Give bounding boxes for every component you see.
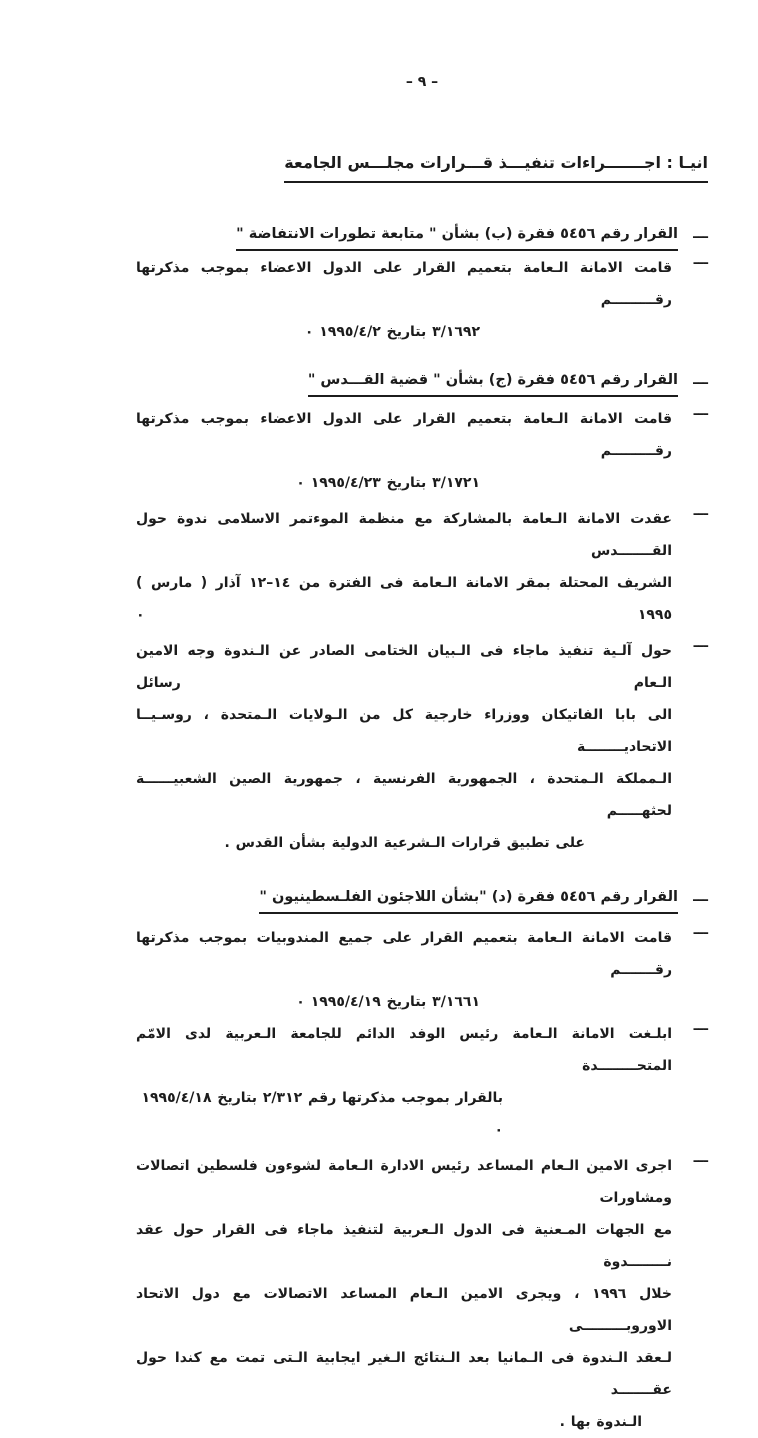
- page-number: – ٩ –: [405, 74, 439, 90]
- section-heading-b: [136, 224, 708, 244]
- paragraph-line: خلال ١٩٩٦ ، ويجرى الامين الـعام المساعد الاتصالات مع دول الاتحاد الاوروبـــــــــى: [136, 1286, 672, 1334]
- bullet-dash: ـــ: [693, 1150, 708, 1166]
- bullet-paragraph: [136, 1018, 708, 1146]
- paragraph-line: اجرى الامين الـعام المساعد رئيس الادارة الـعامة لشوءون فلسطين اتصالات ومشاورات: [136, 1158, 672, 1206]
- paragraph-line-reference: ٣/١٦٦١ بتاريخ ١٩٩٥/٤/١٩ ٠: [296, 994, 480, 1010]
- bullet-dash: ـــ: [693, 635, 708, 651]
- paragraph-line: مع الجهات المـعنية فى الدول الـعربية لتنفيذ ماجاء فى القرار حول عقد نــــــــدوة: [136, 1222, 672, 1270]
- bullet-dash: ـــ: [693, 1018, 708, 1034]
- document-content: [136, 0, 708, 1438]
- bullet-paragraph: [136, 1150, 708, 1438]
- paragraph-line: الشريف المحتلة بمقر الامانة الـعامة فى الفترة من ١٢‎–‎١٤ آذار ( مارس ) ١٩٩٥ ٠: [136, 575, 672, 623]
- bullet-dash: ـــ: [693, 252, 708, 268]
- paragraph-line-reference: ٣/١٦٩٢ بتاريخ ١٩٩٥/٤/٢ ٠: [304, 324, 480, 340]
- paragraph-line: الى بابا الفاتيكان ووزراء خارجية كل من الـولايات الـمتحدة ، روسـيــا الاتحاديــــــــة: [136, 707, 672, 755]
- paragraph-line: قامت الامانة الـعامة بتعميم القرار على جميع المندوبيات بموجب مذكرتها رقـــــــم: [136, 930, 672, 978]
- paragraph-line-reference: بالقرار بموجب مذكرتها رقم ٢/٣١٢ بتاريخ ١٩٩٥/٤/١٨ ٠: [141, 1090, 503, 1138]
- section-heading-d: [136, 887, 708, 907]
- paragraph-line: الـمملكة الـمتحدة ، الجمهورية الفرنسية ، جمهورية الصين الشعبيــــــة لحثهـــــم: [136, 771, 672, 819]
- bullet-paragraph: [136, 403, 708, 499]
- paragraph-line: ابلـغت الامانة الـعامة رئيس الوفد الدائم للجامعة الـعربية لدى الامّم المتحــــــــدة: [136, 1026, 672, 1074]
- section-heading-c-text: القرار رقم ٥٤٥٦ فقرة (ج) بشأن " قضية القـــدس ": [308, 372, 678, 397]
- paragraph-line: قامت الامانة الـعامة بتعميم القرار على الدول الاعضاء بموجب مذكرتها رقـــــــــم: [136, 260, 672, 308]
- paragraph-line: عقدت الامانة الـعامة بالمشاركة مع منظمة الموءتمر الاسلامى ندوة حول القـــــــدس: [136, 511, 672, 559]
- paragraph-line: لـعقد الـندوة فى الـمانيا بعد الـنتائج الـغير ايجابية الـتى تمت مع كندا حول عقـــــــد: [136, 1350, 672, 1398]
- document-title-text: انيـا : اجـــــــراءات تنفيـــذ قـــرارات مجلـــس الجامعة: [284, 153, 708, 183]
- heading-dash: ـــ: [693, 372, 708, 388]
- paragraph-line-reference: ٣/١٧٢١ بتاريخ ١٩٩٥/٤/٢٣ ٠: [296, 475, 480, 491]
- paragraph-line: قامت الامانة الـعامة بتعميم القرار على الدول الاعضاء بموجب مذكرتها رقـــــــــم: [136, 411, 672, 459]
- bullet-paragraph: [136, 503, 708, 631]
- bullet-dash: ـــ: [693, 403, 708, 419]
- bullet-dash: ـــ: [693, 503, 708, 519]
- heading-dash: ـــ: [693, 889, 708, 905]
- section-heading-c: [136, 370, 708, 390]
- section-heading-b-text: القرار رقم ٥٤٥٦ فقرة (ب) بشأن " متابعة تطورات الانتفاضة ": [236, 226, 678, 251]
- paragraph-line: على تطبيق قرارات الـشرعية الدولية بشأن القدس .: [224, 835, 585, 851]
- bullet-paragraph: [136, 635, 708, 859]
- paragraph-line: الـندوة بها .: [559, 1414, 642, 1430]
- document-title: [136, 152, 708, 174]
- paragraph-line: حول آلـية تنفيذ ماجاء فى الـبيان الختامى الصادر عن الـندوة وجه الامين الـعام رسائل: [136, 643, 672, 691]
- bullet-dash: ـــ: [693, 922, 708, 938]
- heading-dash: ـــ: [693, 226, 708, 242]
- section-heading-d-text: القرار رقم ٥٤٥٦ فقرة (د) "بشأن اللاجئون الفلـسطينيون ": [259, 889, 678, 914]
- bullet-paragraph: [136, 922, 708, 1018]
- bullet-paragraph: [136, 252, 708, 348]
